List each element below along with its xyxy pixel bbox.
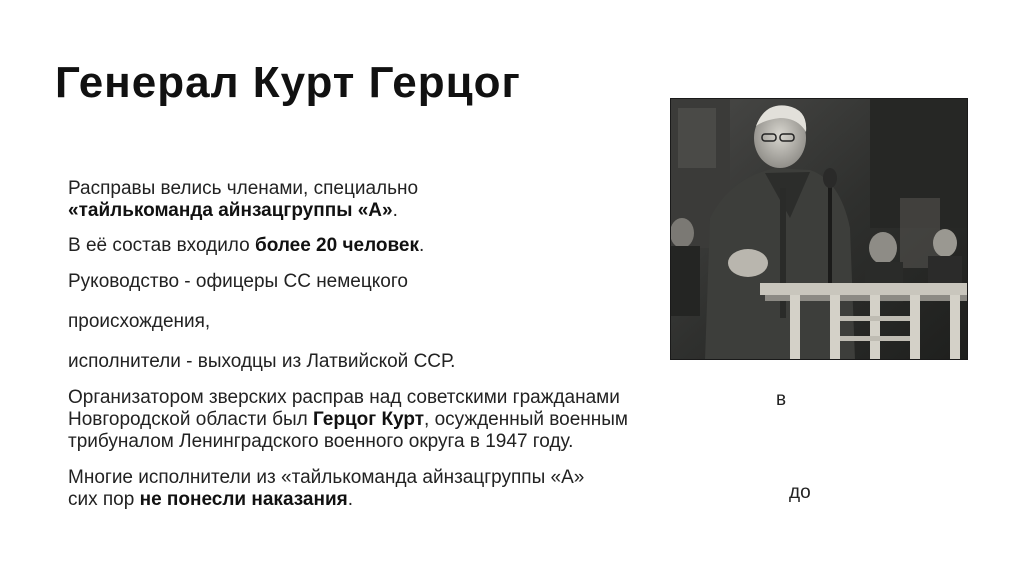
paragraph-6-prefix: сих пор	[68, 489, 140, 510]
paragraph-6-suffix: .	[347, 489, 354, 510]
paragraph-6-trailing-word: до	[789, 482, 811, 503]
paragraph-3-line-2: происхождения,	[68, 311, 211, 332]
paragraph-5-line-1: Организатором зверских расправ над советскими гражданами	[68, 387, 620, 408]
paragraph-2-bold: более 20 человек	[254, 235, 419, 256]
paragraph-6-line-2	[68, 489, 848, 511]
slide-title: Генерал Курт Герцог	[55, 58, 521, 107]
paragraph-5-trailing-word: в	[776, 389, 787, 410]
paragraph-2-prefix: В её состав входило	[68, 235, 255, 256]
paragraph-5-bold: Герцог Курт	[313, 409, 425, 430]
paragraph-1-suffix: .	[392, 200, 398, 221]
paragraph-2-suffix: .	[419, 235, 425, 256]
paragraph-5-prefix: Новгородской области был	[68, 409, 313, 430]
paragraph-5-line-3: трибуналом Ленинградского военного округа в 1947 году.	[68, 431, 574, 452]
paragraph-5-line-2	[68, 409, 848, 431]
paragraph-5-suffix: , осужденный военным	[424, 409, 628, 430]
trial-photograph-icon	[670, 98, 968, 360]
paragraph-1-bold: «тайлькоманда айнзацгруппы «А»	[68, 200, 393, 221]
trial-photograph	[670, 98, 968, 360]
paragraph-4: исполнители - выходцы из Латвийской ССР.	[68, 351, 456, 372]
paragraph-1-line-1: Расправы велись членами, специально	[68, 178, 419, 199]
paragraph-6-bold: не понесли наказания	[139, 489, 348, 510]
paragraph-3-line-1: Руководство - офицеры СС немецкого	[68, 271, 408, 292]
paragraph-6-line-1: Многие исполнители из «тайлькоманда айнзацгруппы «А»	[68, 467, 585, 488]
